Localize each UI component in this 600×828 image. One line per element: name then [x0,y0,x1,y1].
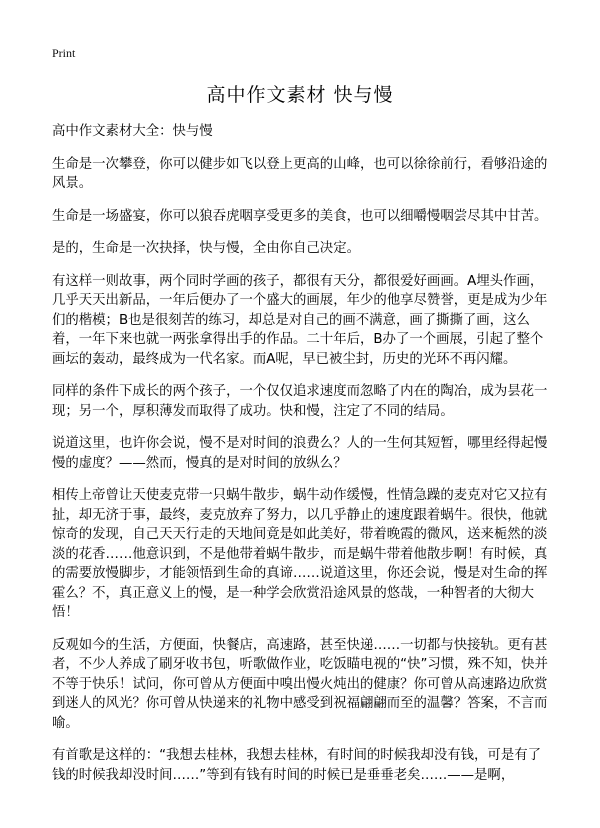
article-subtitle: 高中作文素材大全：快与慢 [52,124,213,139]
paragraph: 是的，生命是一次抉择，快与慢，全由你自己决定。 [52,241,360,256]
paragraph: 同样的条件下成长的两个孩子，一个仅仅追求速度而忽略了内在的陶冶，成为昙花一现；另一个，厚积薄发而取得了成功。快和慢，注定了不同的结局。 [52,384,548,419]
paragraph: 相传上帝曾让天使麦克带一只蜗牛散步，蜗牛动作缓慢，性情急躁的麦克对它又拉有扯，却无济于事，最终，麦克放弃了努力，以几乎静止的速度跟着蜗牛。很快，他就惊奇的发现，自己天天行走的天地间竟是如此美好，带着晚霞的微风，送来栀然的淡淡的花香……他意识到，不是他带着蜗牛散步，而是蜗牛带着他散步啊！有时候，真的需要放慢脚步，才能领悟到生命的真谛……说道这里，你还会说，慢是对生命的挥霍么？不，真正意义上的慢，是一种学会欣赏沿途风景的悠哉，一种智者的大彻大悟！ [52,488,548,620]
article-body [52,122,552,798]
paragraph: 生命是一场盛宴，你可以狼吞虎咽享受更多的美食，也可以细嚼慢咽尝尽其中甘苦。 [52,208,548,224]
paragraph: 有首歌是这样的：“我想去桂林，我想去桂林，有时间的时候我却没有钱，可是有了钱的时候我却没时间……”等到有钱有时间的时候已是垂垂老矣……——是啊， [52,748,541,783]
paragraph: 反观如今的生活，方便面，快餐店，高速路，甚至快递……一切都与快接轨。更有甚者，不少人养成了刷牙收书包，听歌做作业，吃饭瞄电视的“快”习惯，殊不知，快并不等于快乐！试问，你可曾从方便面中嗅出慢火炖出的健康？你可曾从高速路边欣赏到迷人的风光？你可曾从快递来的礼物中感受到祝福翩翩而至的温馨？答案，不言而喻。 [52,637,548,731]
page-title: 高中作文素材 快与慢 [206,84,394,106]
paragraph: 说道这里，也许你会说，慢不是对时间的浪费么？人的一生何其短暂，哪里经得起慢慢的虚度？——然而，慢真的是对时间的放纵么？ [52,436,548,471]
paragraph: 生命是一次攀登，你可以健步如飞以登上更高的山峰，也可以徐徐前行，看够沿途的风景。 [52,156,548,191]
print-link[interactable]: Print [52,46,76,60]
paragraph: 有这样一则故事，两个同时学画的孩子，都很有天分，都很爱好画画。A埋头作画，几乎天天出新品，一年后便办了一个盛大的画展，年少的他享尽赞誉，更是成为少年们的楷模；B也是很刻苦的练习，却总是对自己的画不满意，画了撕撕了画，这么着，一年下来也就一两张拿得出手的作品。二十年后，B办了一个画展，引起了整个画坛的轰动，最终成为一代名家。而A呢，早已被尘封，历史的光环不再闪耀。 [52,273,548,367]
